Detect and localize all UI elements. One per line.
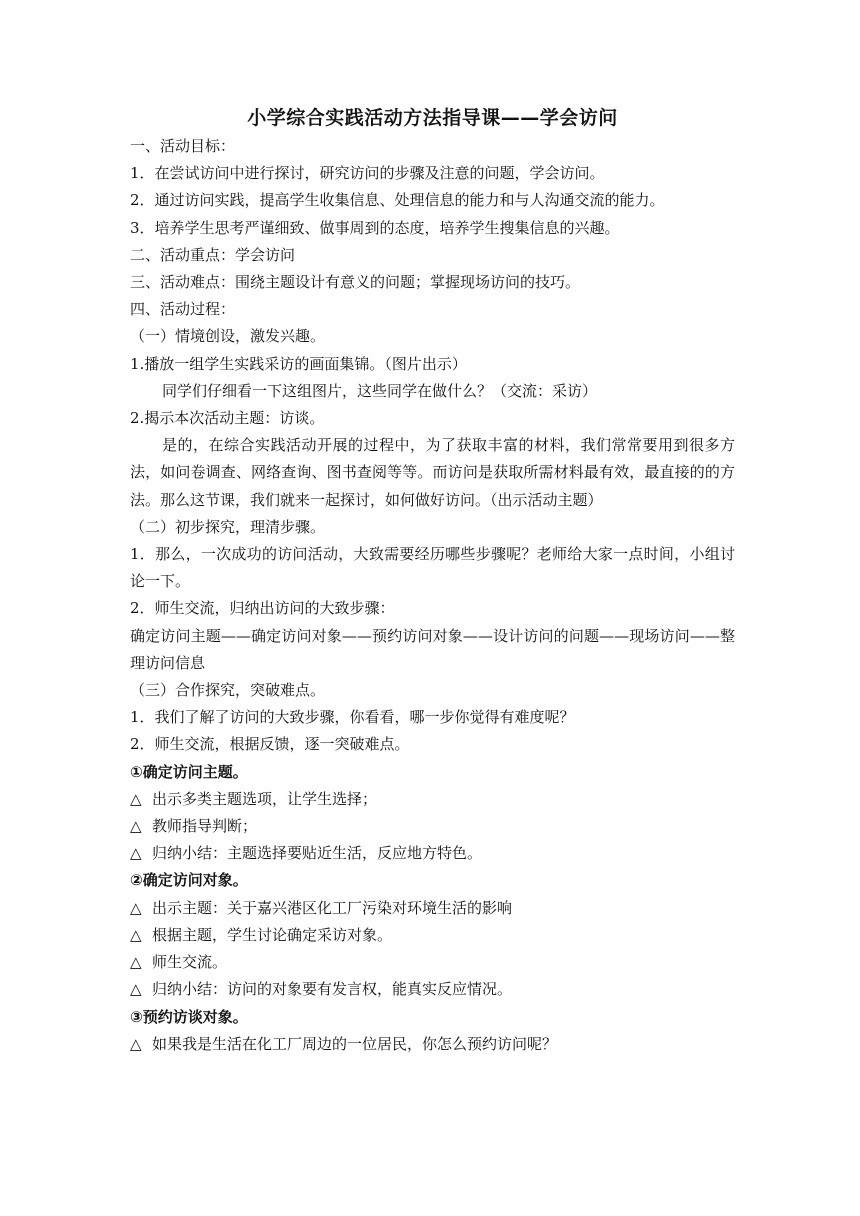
subsection-heading: （三）合作探究，突破难点。 [130, 681, 326, 700]
step-item: 1.播放一组学生实践采访的画面集锦。（图片出示） [130, 354, 467, 373]
section-heading-difficulty: 三、活动难点：围绕主题设计有意义的问题；掌握现场访问的技巧。 [130, 273, 581, 292]
difficulty-heading: ①确定访问主题。 [130, 762, 248, 781]
goal-item: 2．通过访问实践，提高学生收集信息、处理信息的能力和与人沟通交流的能力。 [130, 191, 665, 210]
difficulty-heading: ③预约访谈对象。 [130, 1007, 248, 1026]
triangle-bullet-icon: △ [130, 980, 142, 999]
step-item: 1．那么，一次成功的访问活动，大致需要经历哪些步骤呢？老师给大家一点时间，小组讨论一下。 [130, 545, 735, 591]
section-heading-goals: 一、活动目标： [130, 137, 236, 155]
triangle-bullet-icon: △ [130, 817, 142, 836]
subsection-heading: （二）初步探究，理清步骤。 [130, 517, 326, 536]
bullet-item: △ 归纳小结：访问的对象要有发言权，能真实反应情况。 [130, 976, 735, 1003]
bullet-item: △ 出示多类主题选项，让学生选择； [130, 786, 735, 813]
step-item: 2．师生交流，归纳出访问的大致步骤： [130, 599, 395, 618]
step-paragraph: 是的，在综合实践活动开展的过程中，为了获取丰富的材料，我们常常要用到很多方法，如问卷调查、网络查询、图书查阅等等。而访问是获取所需材料最有效，最直接的的方法。那么这节课，我们就来一起探讨，如何做好访问。（出示活动主题） [130, 436, 735, 509]
document-title: 小学综合实践活动方法指导课——学会访问 [247, 107, 618, 129]
bullet-item: △ 如果我是生活在化工厂周边的一位居民，你怎么预约访问呢？ [130, 1031, 735, 1058]
step-item: 2.揭示本次活动主题：访谈。 [130, 409, 325, 428]
triangle-bullet-icon: △ [130, 925, 142, 944]
triangle-bullet-icon: △ [130, 1034, 142, 1053]
bullet-item: △ 根据主题，学生讨论确定采访对象。 [130, 922, 735, 949]
document-page [130, 103, 735, 1058]
section-heading-process: 四、活动过程： [130, 300, 236, 319]
step-item: 1．我们了解了访问的大致步骤，你看看，哪一步你觉得有难度呢？ [130, 708, 575, 727]
goal-item: 1．在尝试访问中进行探讨，研究访问的步骤及注意的问题，学会访问。 [130, 164, 605, 183]
subsection-heading: （一）情境创设，激发兴趣。 [130, 327, 326, 346]
bullet-item: △ 归纳小结：主题选择要贴近生活，反应地方特色。 [130, 840, 735, 867]
triangle-bullet-icon: △ [130, 898, 142, 917]
triangle-bullet-icon: △ [130, 844, 142, 863]
difficulty-heading: ②确定访问对象。 [130, 871, 248, 890]
triangle-bullet-icon: △ [130, 789, 142, 808]
triangle-bullet-icon: △ [130, 953, 142, 972]
goal-item: 3．培养学生思考严谨细致、做事周到的态度，培养学生搜集信息的兴趣。 [130, 218, 620, 237]
steps-sequence: 确定访问主题——确定访问对象——预约访问对象——设计访问的问题——现场访问——整理访问信息 [130, 626, 735, 672]
bullet-item: △ 师生交流。 [130, 949, 735, 976]
bullet-item: △ 教师指导判断； [130, 813, 735, 840]
section-heading-key-point: 二、活动重点：学会访问 [130, 245, 296, 264]
step-paragraph: 同学们仔细看一下这组图片，这些同学在做什么？（交流：采访） [162, 381, 598, 400]
bullet-item: △ 出示主题：关于嘉兴港区化工厂污染对环境生活的影响 [130, 895, 735, 922]
step-item: 2．师生交流，根据反馈，逐一突破难点。 [130, 735, 410, 754]
